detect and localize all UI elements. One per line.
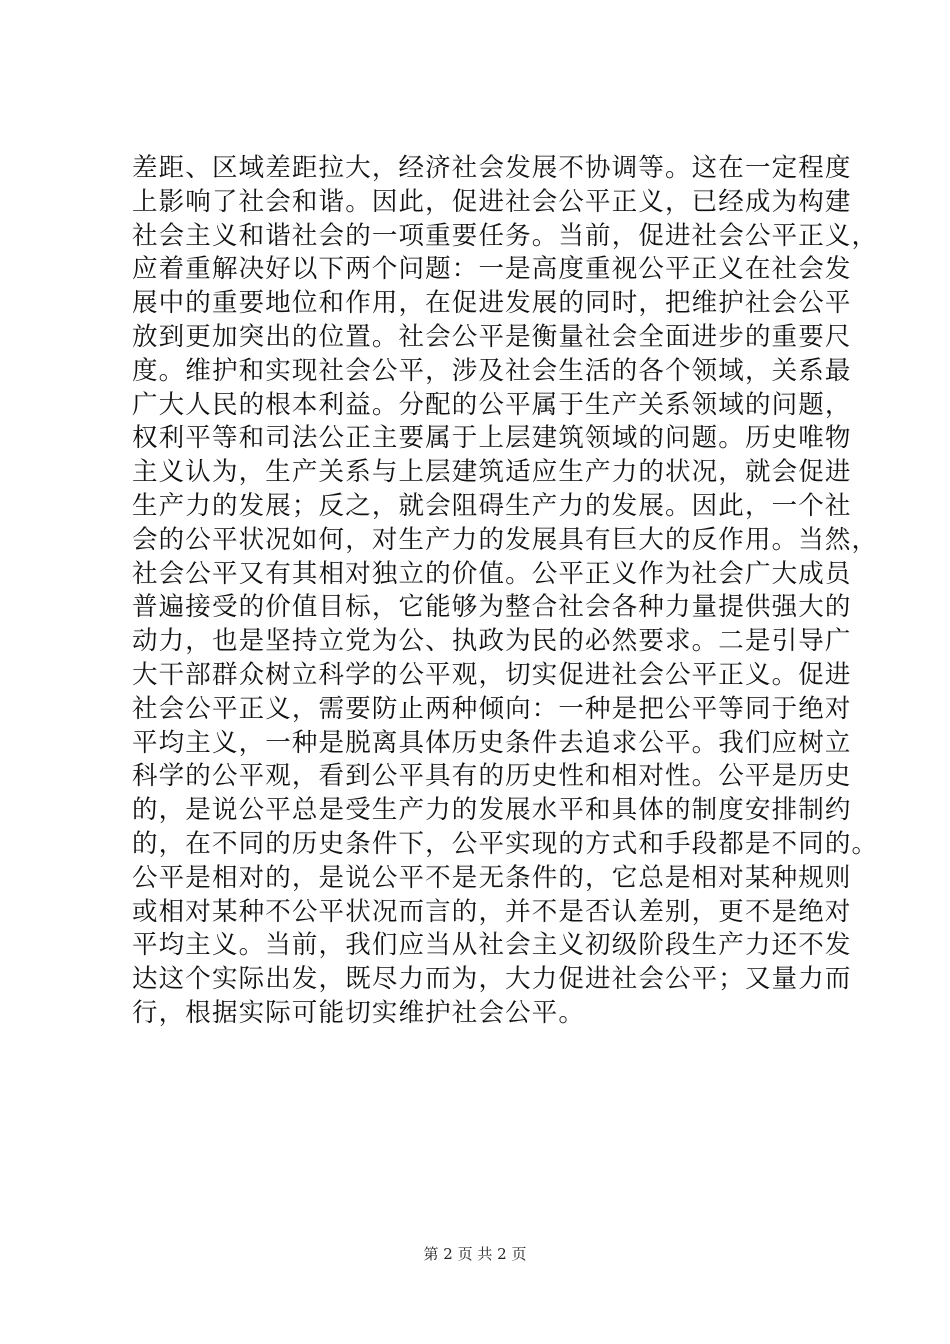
text-line: 放到更加突出的位置。社会公平是衡量社会全面进步的重要尺 (132, 321, 852, 352)
text-line: 展中的重要地位和作用，在促进发展的同时，把维护社会公平 (132, 288, 852, 319)
text-line: 普遍接受的价值目标，它能够为整合社会各种力量提供强大的 (132, 592, 852, 623)
text-line: 动力，也是坚持立党为公、执政为民的必然要求。二是引导广 (132, 626, 852, 657)
text-line: 生产力的发展；反之，就会阻碍生产力的发展。因此，一个社 (132, 490, 852, 521)
body-paragraph (132, 152, 879, 1031)
text-line: 大干部群众树立科学的公平观，切实促进社会公平正义。促进 (132, 659, 852, 690)
text-line: 会的公平状况如何，对生产力的发展具有巨大的反作用。当然， (132, 524, 879, 555)
text-line: 的，是说公平总是受生产力的发展水平和具体的制度安排制约 (132, 795, 852, 826)
text-line: 差距、区域差距拉大，经济社会发展不协调等。这在一定程度 (132, 153, 852, 183)
text-line: 应着重解决好以下两个问题：一是高度重视公平正义在社会发 (132, 254, 852, 285)
text-line: 科学的公平观，看到公平具有的历史性和相对性。公平是历史 (132, 761, 852, 792)
text-line: 平均主义，一种是脱离具体历史条件去追求公平。我们应树立 (132, 727, 852, 758)
text-line: 达这个实际出发，既尽力而为，大力促进社会公平；又量力而 (132, 964, 852, 995)
text-line: 社会公平又有其相对独立的价值。公平正义作为社会广大成员 (132, 558, 852, 589)
text-line: 上影响了社会和谐。因此，促进社会公平正义，已经成为构建 (132, 186, 852, 217)
text-line: 公平是相对的，是说公平不是无条件的，它总是相对某种规则 (132, 862, 852, 893)
text-line: 平均主义。当前，我们应当从社会主义初级阶段生产力还不发 (132, 930, 852, 961)
text-line: 主义认为，生产关系与上层建筑适应生产力的状况，就会促进 (132, 457, 852, 488)
page-number-footer: 第 2 页 共 2 页 (423, 1245, 527, 1263)
text-line: 广大人民的根本利益。分配的公平属于生产关系领域的问题， (132, 389, 852, 420)
text-line: 度。维护和实现社会公平，涉及社会生活的各个领域，关系最 (132, 355, 852, 386)
text-line: 社会公平正义，需要防止两种倾向：一种是把公平等同于绝对 (132, 693, 852, 724)
text-line: 社会主义和谐社会的一项重要任务。当前，促进社会公平正义， (132, 220, 879, 251)
text-line: 权利平等和司法公正主要属于上层建筑领域的问题。历史唯物 (132, 423, 852, 454)
text-line: 或相对某种不公平状况而言的，并不是否认差别，更不是绝对 (132, 896, 852, 927)
text-line: 行，根据实际可能切实维护社会公平。 (132, 997, 586, 1028)
text-line: 的，在不同的历史条件下，公平实现的方式和手段都是不同的。 (132, 828, 879, 859)
